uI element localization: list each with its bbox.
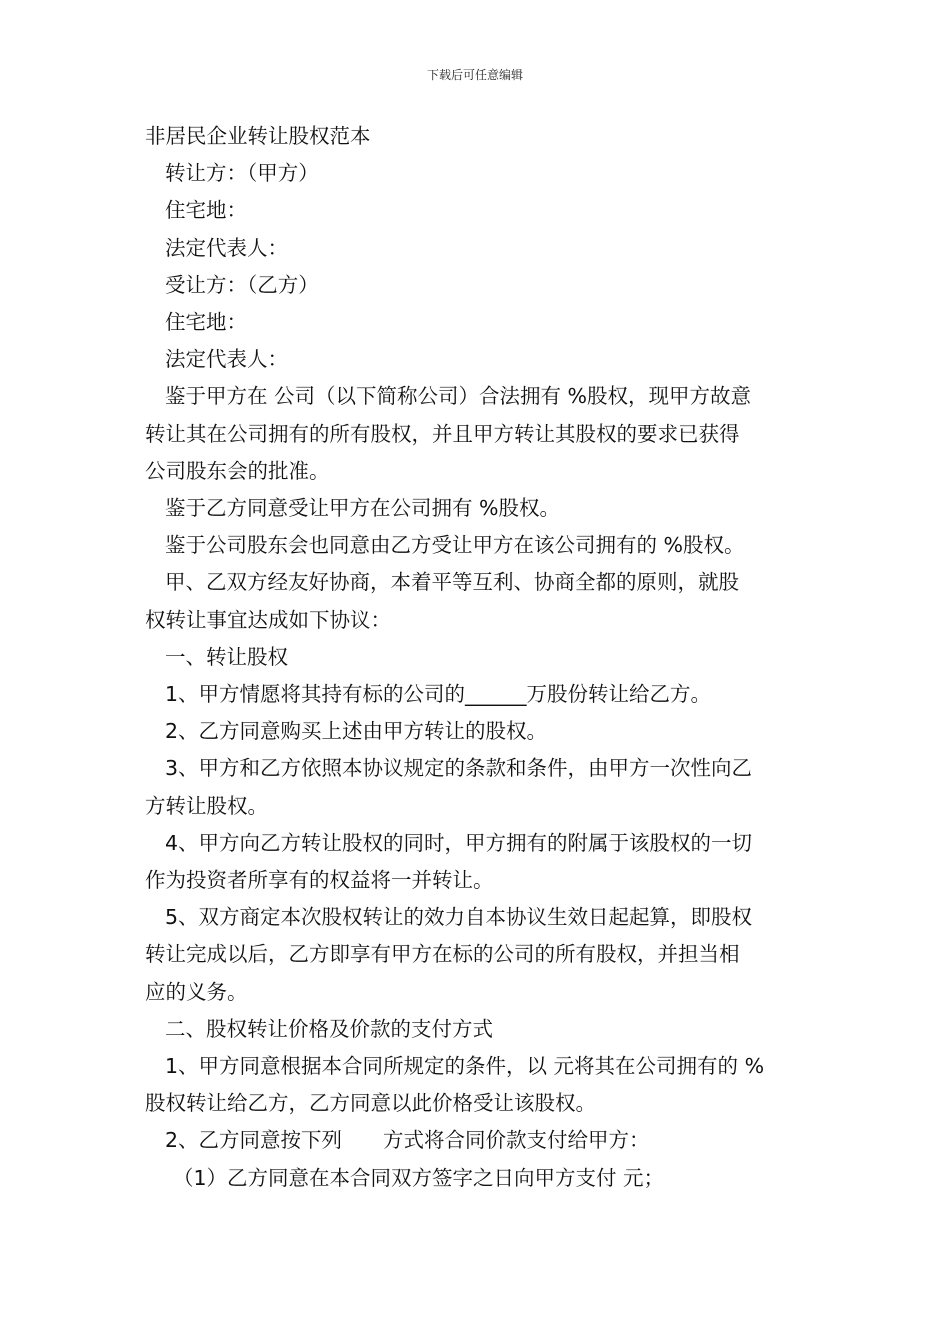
text-line: 1、甲方情愿将其持有标的公司的______万股份转让给乙方。	[165, 682, 712, 707]
text-line: 转让其在公司拥有的所有股权，并且甲方转让其股权的要求已获得	[145, 421, 740, 446]
text-line: 2、乙方同意购买上述由甲方转让的股权。	[165, 719, 548, 744]
text-line: 一、转让股权	[165, 644, 288, 669]
text-line: 二、股权转让价格及价款的支付方式	[165, 1016, 493, 1041]
text-line: 1、甲方同意根据本合同所规定的条件，以 元将其在公司拥有的 %	[165, 1054, 765, 1079]
text-line: 2、乙方同意按下列 方式将合同价款支付给甲方：	[165, 1128, 650, 1153]
text-line: 受让方：（乙方）	[165, 272, 319, 297]
text-line: 住宅地：	[165, 310, 247, 335]
text-line: 权转让事宜达成如下协议：	[145, 607, 391, 632]
page-header: 下载后可任意编辑	[426, 68, 523, 82]
text-line: 5、双方商定本次股权转让的效力自本协议生效日起起算，即股权	[165, 905, 753, 930]
text-line: 作为投资者所享有的权益将一并转让。	[145, 868, 494, 893]
text-line: 3、甲方和乙方依照本协议规定的条款和条件，由甲方一次性向乙	[165, 756, 753, 781]
text-line: 转让方：（甲方）	[165, 161, 319, 186]
document-body	[145, 118, 810, 1197]
text-line: 公司股东会的批准。	[145, 458, 330, 483]
document-title: 非居民企业转让股权范本	[145, 124, 371, 148]
text-line: 甲、乙双方经友好协商，本着平等互利、协商全都的原则，就股	[165, 570, 739, 595]
text-line: 方转让股权。	[145, 793, 268, 818]
text-line: 法定代表人：	[165, 347, 288, 372]
text-line: 鉴于公司股东会也同意由乙方受让甲方在该公司拥有的 %股权。	[165, 533, 745, 558]
text-line: 4、甲方向乙方转让股权的同时，甲方拥有的附属于该股权的一切	[165, 830, 753, 855]
text-line: 鉴于甲方在 公司（以下简称公司）合法拥有 %股权，现甲方故意	[165, 384, 752, 409]
text-line: 转让完成以后，乙方即享有甲方在标的公司的所有股权，并担当相	[145, 942, 740, 967]
text-line: （1）乙方同意在本合同双方签字之日向甲方支付 元；	[173, 1165, 665, 1190]
text-line: 法定代表人：	[165, 235, 288, 260]
text-line: 住宅地：	[165, 198, 247, 223]
text-line: 鉴于乙方同意受让甲方在公司拥有 %股权。	[165, 496, 560, 521]
text-line: 股权转让给乙方，乙方同意以此价格受让该股权。	[145, 1091, 596, 1116]
text-line: 应的义务。	[145, 979, 248, 1004]
